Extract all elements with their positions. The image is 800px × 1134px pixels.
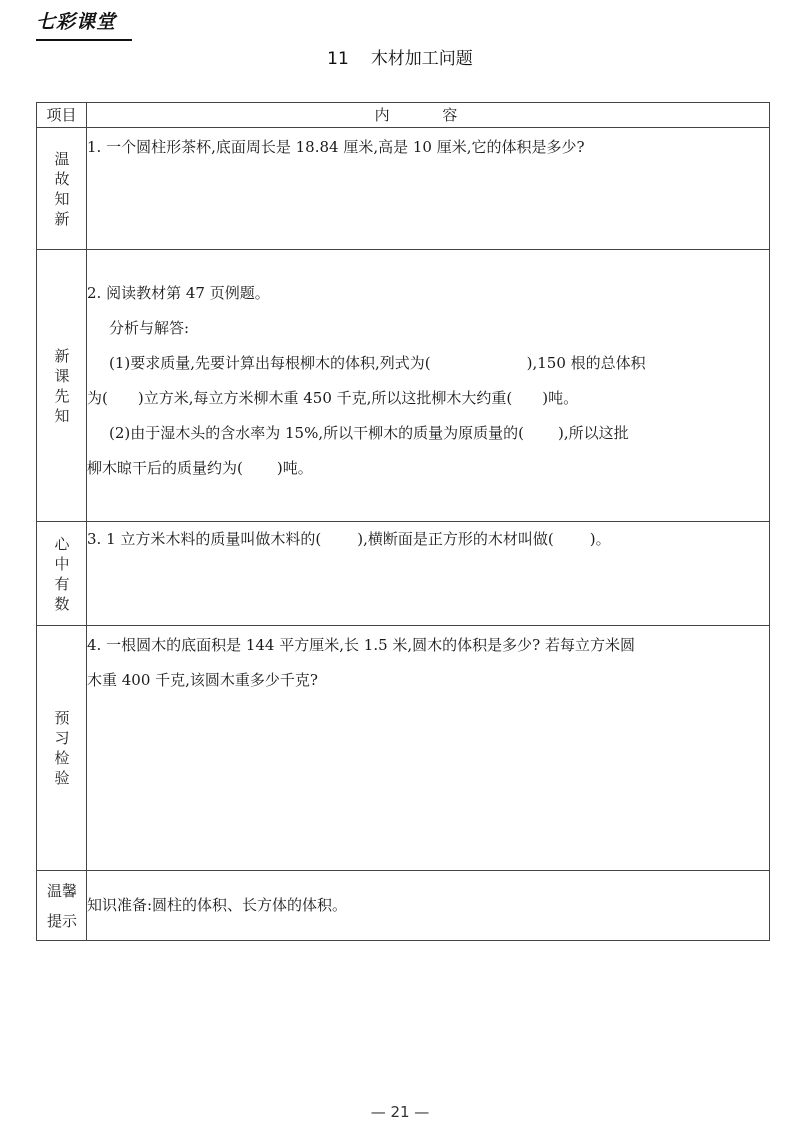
question-2-part-1 bbox=[87, 346, 769, 381]
text-segment: ),所以这批 bbox=[557, 424, 629, 442]
question-4-line-1: 4. 一根圆木的底面积是 144 平方厘米,长 1.5 米,圆木的体积是多少? 若每立方米圆 bbox=[87, 636, 635, 654]
row-label bbox=[37, 346, 87, 426]
table-row bbox=[37, 522, 770, 626]
row-label-text: 心中有数 bbox=[54, 534, 70, 613]
row-label-text: 温馨提示 bbox=[46, 881, 77, 930]
worksheet-table bbox=[36, 102, 770, 941]
lesson-number: 11 bbox=[327, 49, 349, 69]
question-3 bbox=[87, 522, 769, 557]
table-row bbox=[37, 871, 770, 941]
question-2-part-1-cont bbox=[87, 381, 769, 416]
text-segment: (1)要求质量,先要计算出每根柳木的体积,列式为( bbox=[109, 354, 431, 372]
row-content-cell bbox=[87, 128, 770, 250]
text-segment: ),150 根的总体积 bbox=[526, 354, 646, 372]
text-segment: ),横断面是正方形的木材叫做( bbox=[357, 530, 554, 548]
text-segment: )吨。 bbox=[276, 459, 313, 477]
text-segment: )。 bbox=[589, 530, 611, 548]
table-row bbox=[37, 128, 770, 250]
table-header-row bbox=[37, 103, 770, 128]
row-content-cell bbox=[87, 250, 770, 522]
text-segment: )立方米,每立方米柳木重 450 千克,所以这批柳木大约重( bbox=[137, 389, 513, 407]
question-4-line-2: 木重 400 千克,该圆木重多少千克? bbox=[87, 671, 318, 689]
row-label bbox=[37, 708, 87, 788]
brand-underline bbox=[36, 39, 132, 41]
text-segment: )吨。 bbox=[542, 389, 579, 407]
row-label-cell bbox=[37, 626, 87, 871]
row-label bbox=[37, 534, 87, 614]
tip-text: 知识准备:圆柱的体积、长方体的体积。 bbox=[87, 896, 348, 914]
text-segment: 柳木晾干后的质量约为( bbox=[87, 459, 243, 477]
column-header-item: 项目 bbox=[37, 103, 87, 128]
question-2-intro: 2. 阅读教材第 47 页例题。 bbox=[87, 284, 270, 302]
row-content-cell bbox=[87, 522, 770, 626]
table-row bbox=[37, 250, 770, 522]
row-label bbox=[37, 149, 87, 229]
row-label bbox=[37, 876, 87, 936]
page-title bbox=[0, 44, 800, 69]
row-label-cell bbox=[37, 871, 87, 941]
question-1: 1. 一个圆柱形茶杯,底面周长是 18.84 厘米,高是 10 厘米,它的体积是多少? bbox=[87, 138, 585, 156]
row-label-text: 新课先知 bbox=[54, 346, 70, 425]
analysis-heading: 分析与解答: bbox=[109, 319, 190, 337]
brand-name: 七彩课堂 bbox=[36, 11, 117, 33]
column-header-content: 内 容 bbox=[87, 103, 770, 128]
text-segment: 为( bbox=[87, 389, 108, 407]
row-label-cell bbox=[37, 250, 87, 522]
table-row bbox=[37, 626, 770, 871]
text-segment: (2)由于湿木头的含水率为 15%,所以干柳木的质量为原质量的( bbox=[109, 424, 524, 442]
question-2-part-2 bbox=[87, 416, 769, 451]
row-content-cell bbox=[87, 871, 770, 941]
row-label-text: 预习检验 bbox=[54, 709, 70, 787]
row-content-cell bbox=[87, 626, 770, 871]
brand-logo bbox=[36, 10, 132, 40]
page-number: — 21 — bbox=[370, 1103, 430, 1121]
row-label-cell bbox=[37, 522, 87, 626]
text-segment: 3. 1 立方米木料的质量叫做木料的( bbox=[87, 530, 322, 548]
row-label-text: 温故知新 bbox=[54, 149, 70, 228]
question-2-part-2-cont bbox=[87, 451, 769, 486]
lesson-title: 木材加工问题 bbox=[370, 49, 473, 69]
row-label-cell bbox=[37, 128, 87, 250]
